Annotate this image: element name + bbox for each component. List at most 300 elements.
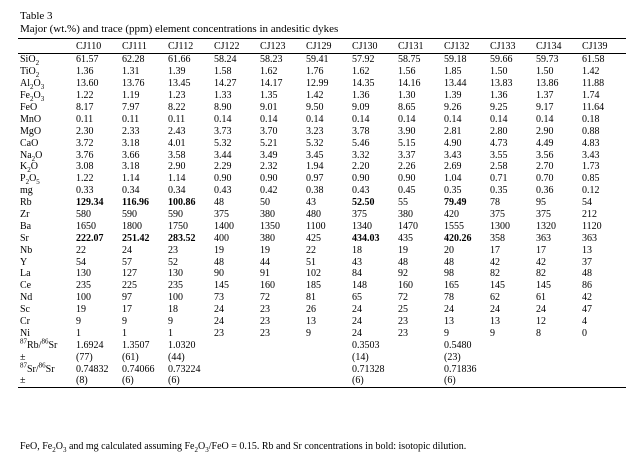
cell: 100.86: [168, 197, 196, 209]
cell: 0.73224: [168, 363, 201, 375]
row-label: $Al_2O_3$: [20, 78, 45, 92]
cell: [580, 363, 626, 375]
cell: 0.14: [444, 113, 462, 125]
table-row-mg: [18, 185, 626, 197]
cell: 0.90: [260, 173, 278, 185]
cell: 0.5480: [444, 339, 472, 351]
cell: 7.97: [122, 102, 140, 113]
cell: 52: [168, 256, 178, 268]
cell: 24: [536, 304, 546, 316]
cell: 9: [444, 327, 449, 339]
cell: 380: [398, 209, 413, 221]
table-row-mgo: [18, 125, 626, 137]
cell: 235: [168, 280, 183, 292]
cell: 420.26: [444, 232, 472, 244]
cell: 1300: [490, 220, 510, 232]
cell: 165: [444, 280, 459, 292]
cell: 20: [444, 244, 454, 256]
cell: 24: [352, 327, 362, 339]
cell: (14): [352, 351, 369, 363]
table-row-sc: [18, 304, 626, 316]
table-row-sr: [18, 232, 626, 244]
cell: 61.57: [76, 54, 99, 66]
cell: 212: [582, 209, 597, 221]
cell: 0.88: [582, 125, 600, 137]
cell: 1.39: [168, 66, 186, 78]
cell: 1.14: [168, 173, 186, 185]
cell: 5.21: [260, 137, 278, 149]
column-header-cj134: CJ134: [534, 39, 580, 54]
cell: 3.08: [76, 161, 94, 173]
cell: 3.49: [260, 149, 278, 161]
cell: [258, 339, 304, 351]
cell: [396, 351, 442, 363]
cell: 13: [306, 316, 316, 328]
row-label: Zr: [20, 209, 30, 221]
cell: 11.64: [582, 102, 605, 113]
table-number: Table 3: [20, 10, 53, 22]
row-label: TiO$_2$: [20, 66, 40, 80]
cell: 23: [168, 244, 178, 256]
cell: 24: [352, 316, 362, 328]
cell: 3.72: [76, 137, 94, 149]
cell: 14.16: [398, 78, 421, 90]
column-header-cj131: CJ131: [396, 39, 442, 54]
cell: 1100: [306, 220, 326, 232]
cell: 1: [122, 327, 127, 339]
row-label: Nb: [20, 244, 33, 256]
row-label: mg: [20, 185, 33, 197]
cell: 54: [76, 256, 86, 268]
cell: 9.17: [536, 102, 554, 113]
cell: 1120: [582, 220, 602, 232]
cell: 72: [398, 292, 408, 304]
cell: 58.24: [214, 54, 237, 66]
cell: 26: [306, 304, 316, 316]
row-label: $P_2O_5$: [20, 173, 40, 187]
row-label: SiO$_2$: [20, 54, 40, 68]
cell: 9.50: [306, 102, 324, 113]
cell: 2.32: [260, 161, 278, 173]
cell: 0.34: [168, 185, 186, 197]
column-header-cj123: CJ123: [258, 39, 304, 54]
cell: 3.66: [122, 149, 140, 161]
cell: 2.69: [444, 161, 462, 173]
cell: 0.70: [536, 173, 554, 185]
cell: 9: [306, 327, 311, 339]
cell: 19: [76, 304, 86, 316]
table-row-srsr_err: [18, 375, 626, 387]
cell: 590: [122, 209, 137, 221]
cell: [304, 363, 350, 375]
cell: 130: [168, 268, 183, 280]
cell: 43: [352, 256, 362, 268]
cell: 435: [398, 232, 413, 244]
cell: 1.36: [76, 66, 94, 78]
cell: 0.33: [76, 185, 94, 197]
column-header-cj110: CJ110: [74, 39, 120, 54]
cell: 434.03: [352, 232, 380, 244]
cell: 58.23: [260, 54, 283, 66]
cell: 78: [444, 292, 454, 304]
cell: 9: [490, 327, 495, 339]
cell: 0: [582, 327, 587, 339]
cell: 2.90: [536, 125, 554, 137]
table-row-p2o5: [18, 173, 626, 185]
cell: 1.23: [168, 90, 186, 102]
cell: [212, 339, 258, 351]
row-label: CaO: [20, 137, 39, 149]
cell: 0.90: [352, 173, 370, 185]
cell: 24: [214, 304, 224, 316]
cell: 1.58: [214, 66, 232, 78]
table-row-cr: [18, 316, 626, 328]
cell: 0.34: [122, 185, 140, 197]
cell: 1.30: [398, 90, 416, 102]
cell: 57.92: [352, 54, 375, 66]
cell: 363: [582, 232, 597, 244]
cell: (6): [442, 375, 488, 387]
cell: 100: [76, 292, 91, 304]
cell: 59.73: [536, 54, 559, 66]
cell: 0.11: [76, 113, 94, 125]
cell: 1.74: [582, 90, 600, 102]
cell: 3.56: [536, 149, 554, 161]
cell: 129.34: [76, 197, 104, 209]
row-label: FeO: [20, 102, 38, 113]
cell: 48: [214, 197, 224, 209]
cell: 1.37: [536, 90, 554, 102]
cell: [304, 351, 350, 363]
cell: 12: [536, 316, 546, 328]
cell: 1800: [122, 220, 142, 232]
cell: [396, 375, 442, 387]
cell: 59.41: [306, 54, 329, 66]
cell: 43: [306, 197, 316, 209]
header-row: [18, 39, 626, 54]
table-row-y: [18, 256, 626, 268]
cell: 0.18: [582, 113, 600, 125]
cell: 14.17: [260, 78, 283, 90]
cell: [488, 375, 534, 387]
cell: 48: [582, 268, 592, 280]
cell: 1.19: [122, 90, 140, 102]
table-footnote: FeO, $Fe_2O_3$ and mg calculated assuming $Fe_2O_3$/FeO = 0.15. Rb and Sr concentrations in bold: isotopic dilution.: [20, 441, 467, 454]
cell: 0.97: [306, 173, 324, 185]
cell: (23): [444, 351, 461, 363]
cell: 1.04: [444, 173, 462, 185]
cell: 251.42: [122, 232, 150, 244]
cell: 54: [582, 197, 592, 209]
row-label: Sr: [20, 232, 29, 244]
cell: 2.30: [76, 125, 94, 137]
table-row-al2o3: [18, 78, 626, 90]
cell: 130: [76, 268, 91, 280]
cell: 3.44: [214, 149, 232, 161]
row-label: $^{87}$Sr/$^{86}$Sr: [20, 361, 55, 375]
cell: 61: [536, 292, 546, 304]
cell: 102: [306, 268, 321, 280]
row-label: Nd: [20, 292, 33, 304]
cell: 90: [214, 268, 224, 280]
table-body: [18, 54, 626, 388]
cell: 3.90: [398, 125, 416, 137]
cell: 81: [306, 292, 316, 304]
cell: 8.17: [76, 102, 94, 113]
cell: 13: [444, 316, 454, 328]
cell: 375: [536, 209, 551, 221]
cell: 98: [444, 268, 454, 280]
cell: [212, 375, 258, 387]
cell: 283.52: [168, 232, 196, 244]
cell: 62.28: [122, 54, 145, 66]
table-row-nb: [18, 244, 626, 256]
cell: 0.90: [214, 173, 232, 185]
cell: 3.18: [122, 161, 140, 173]
cell: 79.49: [444, 197, 467, 209]
column-header-cj111: CJ111: [120, 39, 166, 54]
cell: 14.35: [352, 78, 375, 90]
cell: 1.85: [444, 66, 462, 78]
cell: 1.42: [582, 66, 600, 78]
table-row-rb: [18, 197, 626, 209]
cell: 0.38: [306, 185, 324, 197]
cell: 42: [536, 256, 546, 268]
cell: 0.36: [536, 185, 554, 197]
cell: 160: [260, 280, 275, 292]
cell: 380: [260, 209, 275, 221]
cell: 1750: [168, 220, 188, 232]
cell: 1.62: [352, 66, 370, 78]
cell: 145: [490, 280, 505, 292]
cell: 1.73: [582, 161, 600, 173]
table-row-rbsr: [18, 339, 626, 351]
cell: 0.42: [260, 185, 278, 197]
cell: 1.14: [122, 173, 140, 185]
cell: 22: [76, 244, 86, 256]
cell: 13.76: [122, 78, 145, 90]
table-caption: [20, 10, 338, 36]
cell: 24: [122, 244, 132, 256]
cell: [534, 363, 580, 375]
cell: 24: [214, 316, 224, 328]
cell: 13.83: [490, 78, 513, 90]
cell: 0.14: [352, 113, 370, 125]
cell: 9: [168, 316, 173, 328]
cell: 3.37: [398, 149, 416, 161]
cell: [580, 351, 626, 363]
cell: 2.29: [214, 161, 232, 173]
cell: 0.43: [214, 185, 232, 197]
cell: 24: [490, 304, 500, 316]
cell: 13.44: [444, 78, 467, 90]
table-row-rbsr_err: [18, 351, 626, 363]
cell: 9.26: [444, 102, 462, 113]
cell: 160: [398, 280, 413, 292]
cell: 0.11: [122, 113, 140, 125]
cell: 1.76: [306, 66, 324, 78]
cell: 5.32: [214, 137, 232, 149]
row-label: Ni: [20, 327, 30, 339]
cell: 8: [536, 327, 541, 339]
column-header-cj132: CJ132: [442, 39, 488, 54]
cell: 380: [260, 232, 275, 244]
cell: 3.32: [352, 149, 370, 161]
cell: 8.22: [168, 102, 186, 113]
cell: 4.73: [490, 137, 508, 149]
cell: 52.50: [352, 197, 375, 209]
column-header-cj130: CJ130: [350, 39, 396, 54]
data-table: [18, 38, 626, 388]
cell: 95: [536, 197, 546, 209]
row-label: MnO: [20, 113, 42, 125]
row-label: Cr: [20, 316, 30, 328]
cell: 425: [306, 232, 321, 244]
cell: 0.74832: [76, 363, 109, 375]
cell: 148: [352, 280, 367, 292]
cell: 13.60: [76, 78, 99, 90]
cell: 0.71836: [444, 363, 477, 375]
table-row-srsr: [18, 363, 626, 375]
cell: 0.85: [582, 173, 600, 185]
cell: [212, 351, 258, 363]
cell: 363: [536, 232, 551, 244]
cell: 2.20: [352, 161, 370, 173]
cell: 420: [444, 209, 459, 221]
cell: 23: [214, 327, 224, 339]
cell: 2.33: [122, 125, 140, 137]
cell: 0.14: [214, 113, 232, 125]
table-row-ba: [18, 220, 626, 232]
cell: 1: [76, 327, 81, 339]
cell: 19: [398, 244, 408, 256]
cell: 2.26: [398, 161, 416, 173]
cell: 4.90: [444, 137, 462, 149]
table-row-feo: [18, 102, 626, 114]
column-header-cj129: CJ129: [304, 39, 350, 54]
cell: 0.45: [398, 185, 416, 197]
cell: 25: [398, 304, 408, 316]
table-title: Major (wt.%) and trace (ppm) element concentrations in andesitic dykes: [20, 23, 339, 35]
column-header-cj133: CJ133: [488, 39, 534, 54]
cell: 13.86: [536, 78, 559, 90]
cell: 5.32: [306, 137, 324, 149]
cell: 11.88: [582, 78, 605, 90]
cell: 57: [122, 256, 132, 268]
cell: [258, 351, 304, 363]
cell: 0.35: [490, 185, 508, 197]
cell: 55: [398, 197, 408, 209]
cell: 358: [490, 232, 505, 244]
table-row-ce: [18, 280, 626, 292]
row-label: $Na_2O$: [20, 149, 43, 163]
cell: 375: [490, 209, 505, 221]
cell: [488, 339, 534, 351]
cell: 1350: [260, 220, 280, 232]
cell: 23: [260, 327, 270, 339]
cell: 42: [582, 292, 592, 304]
table-row-k2o: [18, 161, 626, 173]
table-row-cao: [18, 137, 626, 149]
row-label: Y: [20, 256, 28, 268]
cell: 400: [214, 232, 229, 244]
cell: [488, 351, 534, 363]
cell: 1555: [444, 220, 464, 232]
cell: 3.18: [122, 137, 140, 149]
table-row-na2o: [18, 149, 626, 161]
cell: 1.56: [398, 66, 416, 78]
cell: [580, 339, 626, 351]
cell: 1400: [214, 220, 234, 232]
cell: 51: [306, 256, 316, 268]
cell: 19: [260, 244, 270, 256]
row-label: La: [20, 268, 31, 280]
cell: 127: [122, 268, 137, 280]
cell: 37: [582, 256, 592, 268]
cell: 24: [352, 304, 362, 316]
cell: 2.58: [490, 161, 508, 173]
cell: 1.22: [76, 90, 94, 102]
cell: 1.42: [306, 90, 324, 102]
cell: 0.12: [582, 185, 600, 197]
cell: [534, 351, 580, 363]
cell: 61.66: [168, 54, 191, 66]
cell: 2.81: [444, 125, 462, 137]
cell: 0.90: [398, 173, 416, 185]
cell: 1340: [352, 220, 372, 232]
cell: 23: [398, 327, 408, 339]
cell: 58.75: [398, 54, 421, 66]
cell: 1.50: [490, 66, 508, 78]
cell: 91: [260, 268, 270, 280]
row-label: $K_2O$: [20, 161, 38, 175]
cell: [396, 363, 442, 375]
cell: 2.80: [490, 125, 508, 137]
row-label: MgO: [20, 125, 42, 137]
cell: 3.78: [352, 125, 370, 137]
cell: 0.74066: [122, 363, 155, 375]
cell: 3.55: [490, 149, 508, 161]
cell: 92: [398, 268, 408, 280]
cell: 1.94: [306, 161, 324, 173]
cell: 1.22: [76, 173, 94, 185]
cell: 61.58: [582, 54, 605, 66]
cell: 44: [260, 256, 270, 268]
cell: 0.35: [444, 185, 462, 197]
cell: 18: [352, 244, 362, 256]
cell: 235: [76, 280, 91, 292]
cell: [304, 339, 350, 351]
cell: 1: [168, 327, 173, 339]
cell: [304, 375, 350, 387]
cell: 3.76: [76, 149, 94, 161]
cell: 222.07: [76, 232, 104, 244]
table-row-mno: [18, 113, 626, 125]
cell: [488, 363, 534, 375]
cell: 65: [352, 292, 362, 304]
cell: 4.49: [536, 137, 554, 149]
cell: 17: [536, 244, 546, 256]
cell: 0.11: [168, 113, 186, 125]
cell: 0.14: [306, 113, 324, 125]
cell: 0.71328: [352, 363, 385, 375]
cell: 9.09: [352, 102, 370, 113]
cell: 19: [214, 244, 224, 256]
cell: [534, 339, 580, 351]
cell: [580, 375, 626, 387]
cell: 225: [122, 280, 137, 292]
table-row-ni: [18, 327, 626, 339]
